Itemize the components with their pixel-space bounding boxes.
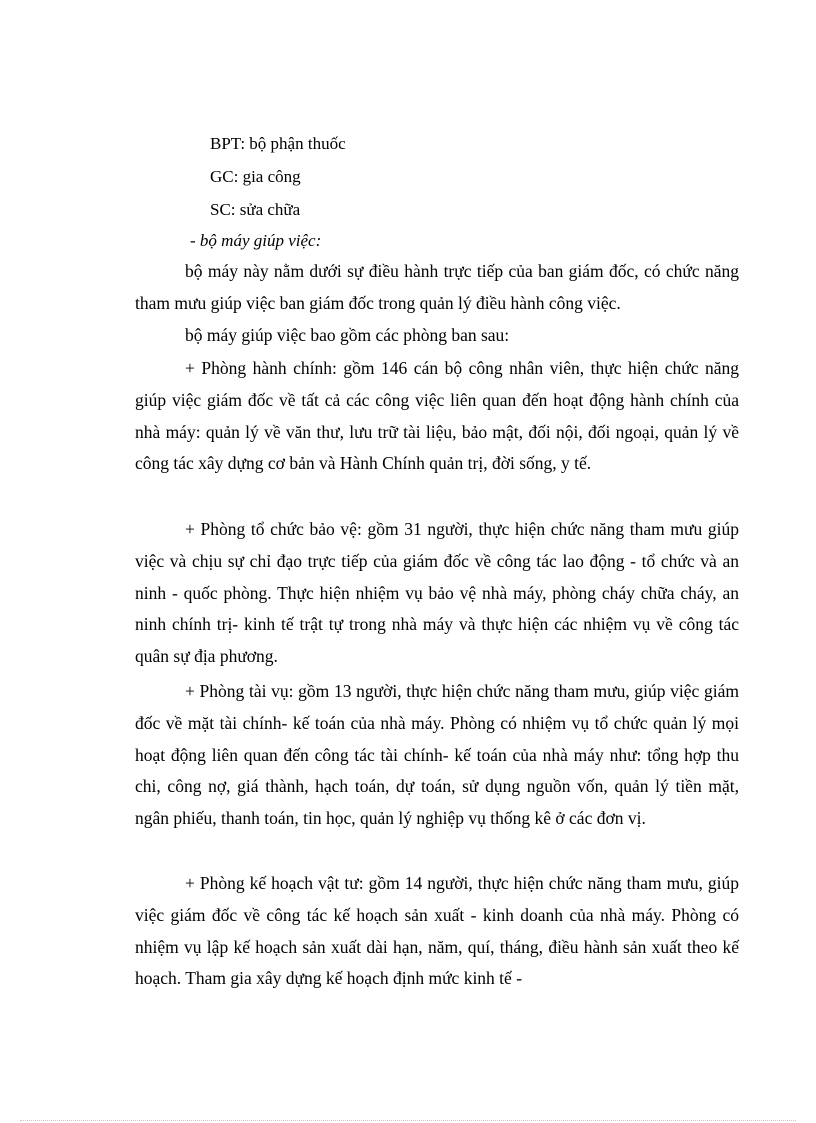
abbreviation-bpt: BPT: bộ phận thuốc [210, 134, 346, 153]
paragraph-security-department: + Phòng tổ chức bảo vệ: gồm 31 người, thực hiện chức năng tham mưu giúp việc và chịu sự chỉ đạo trực tiếp của giám đốc về công tác lao động - tổ chức và an ninh - quốc phòng. Thực hiện nhiệm vụ bảo vệ nhà máy, phòng cháy chữa cháy, an ninh chính trị- kinh tế trật tự trong nhà máy và thực hiện các nhiệm vụ về công tác quân sự địa phương. [135, 519, 739, 667]
section-subheading: - bộ máy giúp việc: [190, 231, 322, 250]
abbreviation-gc: GC: gia công [210, 167, 301, 186]
page-bottom-divider [20, 1120, 796, 1121]
paragraph-departments-list: bộ máy giúp việc bao gồm các phòng ban sau: [185, 325, 510, 345]
paragraph-finance-department: + Phòng tài vụ: gồm 13 người, thực hiện chức năng tham mưu, giúp việc giám đốc về mặt tài chính- kế toán của nhà máy. Phòng có nhiệm vụ tổ chức quản lý mọi hoạt động liên quan đến công tác tài chính- kế toán của nhà máy như: tổng hợp thu chi, công nợ, giá thành, hạch toán, dự toán, sử dụng nguồn vốn, quản lý tiền mặt, ngân phiếu, thanh toán, tin học, quản lý nghiệp vụ thống kê ở các đơn vị. [135, 681, 739, 829]
paragraph-intro: bộ máy này nằm dưới sự điều hành trực tiếp của ban giám đốc, có chức năng tham mưu giúp việc ban giám đốc trong quản lý điều hành công việc. [135, 261, 739, 313]
abbreviation-sc: SC: sửa chữa [210, 200, 301, 219]
paragraph-admin-department: + Phòng hành chính: gồm 146 cán bộ công nhân viên, thực hiện chức năng giúp việc giám đốc về tất cả các công việc liên quan đến hoạt động hành chính của nhà máy: quản lý về văn thư, lưu trữ tài liệu, bảo mật, đối nội, đối ngoại, quản lý về công tác xây dựng cơ bản và Hành Chính quản trị, đời sống, y tế. [135, 358, 739, 474]
paragraph-planning-department: + Phòng kế hoạch vật tư: gồm 14 người, thực hiện chức năng tham mưu, giúp việc giám đốc về công tác kế hoạch sản xuất - kinh doanh của nhà máy. Phòng có nhiệm vụ lập kế hoạch sản xuất dài hạn, năm, quí, tháng, điều hành sản xuất theo kế hoạch. Tham gia xây dựng kế hoạch định mức kinh tế - [135, 873, 739, 989]
